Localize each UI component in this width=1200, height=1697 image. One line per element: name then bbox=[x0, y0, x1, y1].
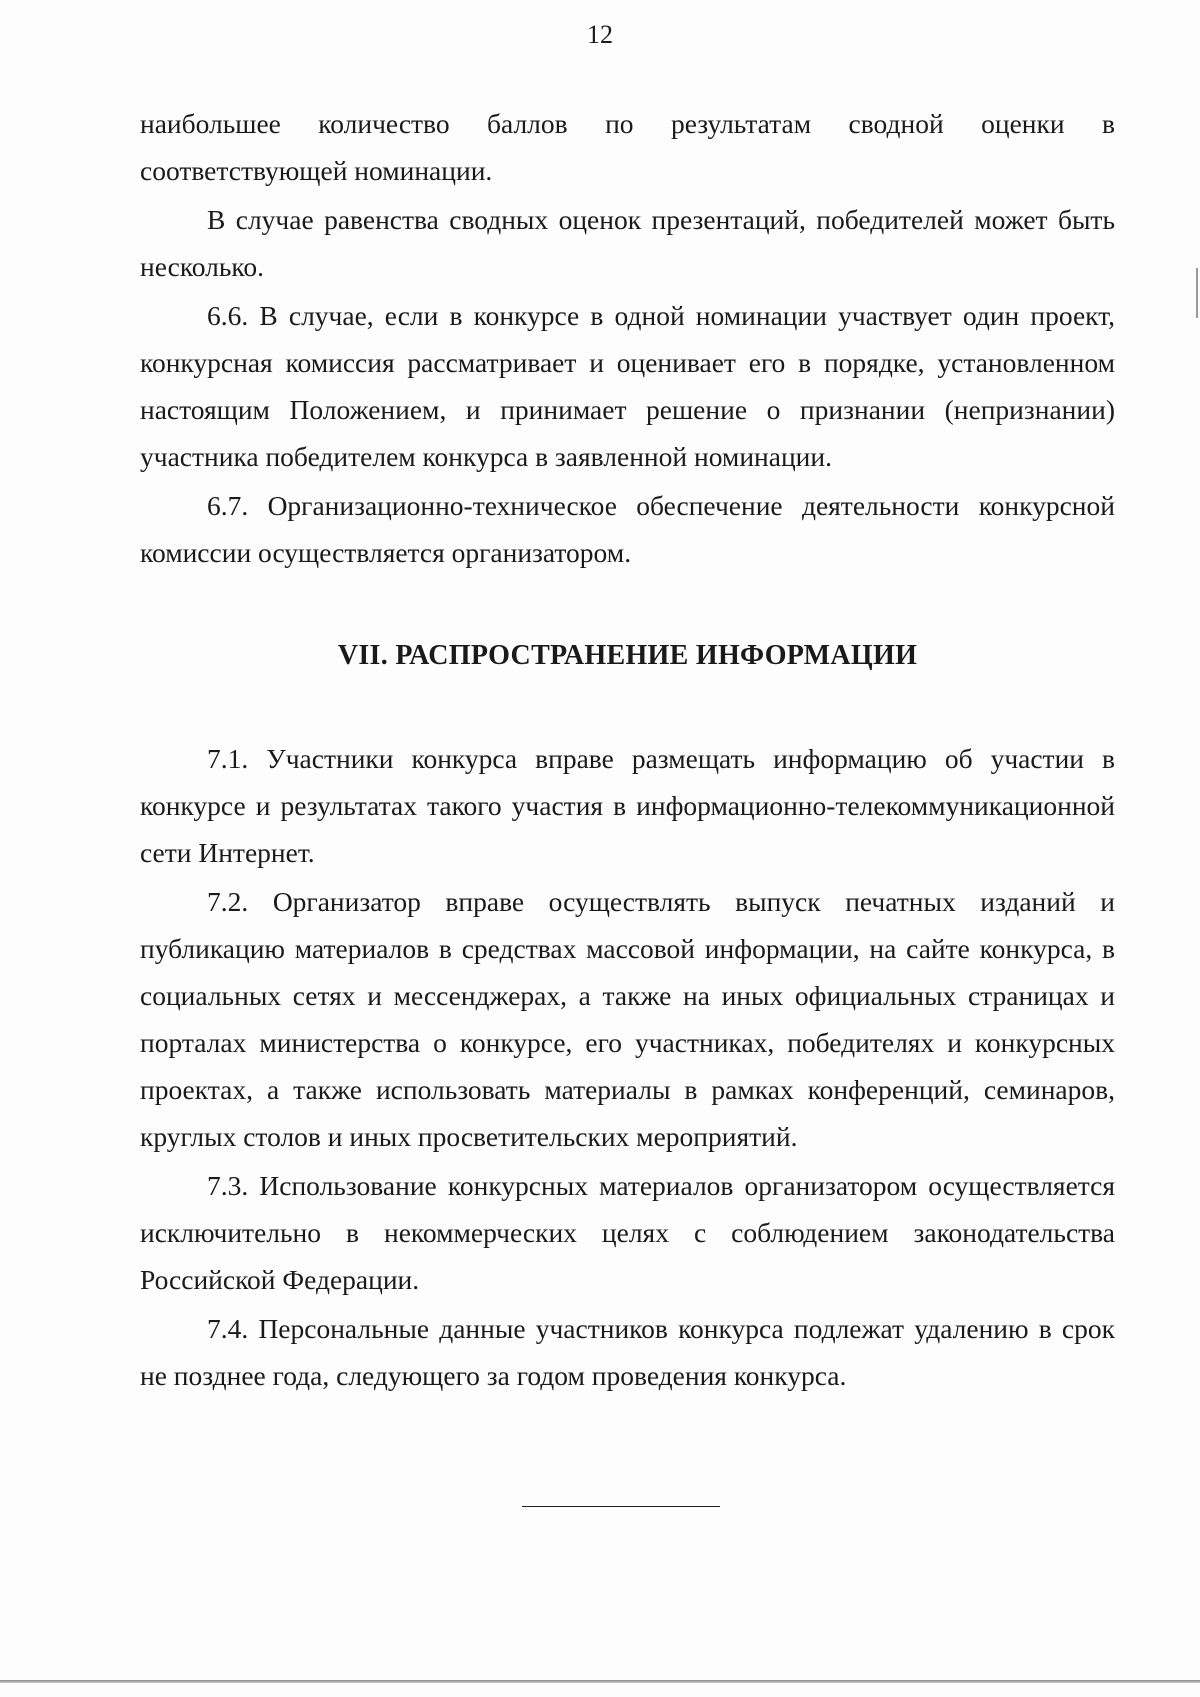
paragraph-6-7: 6.7. Организационно-техническое обеспечение деятельности конкурсной комиссии осуществляется организатором. bbox=[140, 490, 1115, 568]
paragraph-7-3: 7.3. Использование конкурсных материалов организатором осуществляется исключительно в некоммерческих целях с соблюдением законодательства Российской Федерации. bbox=[140, 1170, 1115, 1295]
paragraph-6-6: 6.6. В случае, если в конкурсе в одной номинации участвует один проект, конкурсная комиссия рассматривает и оценивает его в порядке, установленном настоящим Положением, и принимает решение о признании (непризнании) участника победителем конкурса в заявленной номинации. bbox=[140, 300, 1115, 472]
scan-edge-mark bbox=[1196, 268, 1198, 318]
paragraph-continuation: наибольшее количество баллов по результатам сводной оценки в соответствующей номинации. bbox=[140, 108, 1115, 186]
page-number: 12 bbox=[587, 20, 613, 49]
paragraph-7-1: 7.1. Участники конкурса вправе размещать информацию об участии в конкурсе и результатах такого участия в информационно-телекоммуникационной сети Интернет. bbox=[140, 743, 1115, 868]
document-body bbox=[140, 100, 1115, 1399]
scan-bottom-edge bbox=[0, 1680, 1200, 1683]
paragraph-equal-scores: В случае равенства сводных оценок презентаций, победителей может быть несколько. bbox=[140, 204, 1115, 282]
paragraph-7-2: 7.2. Организатор вправе осуществлять выпуск печатных изданий и публикацию материалов в средствах массовой информации, на сайте конкурса, в социальных сетях и мессенджерах, а также на иных официальных страницах и порталах министерства о конкурсе, его участниках, победителях и конкурсных проектах, а также использовать материалы в рамках конференций, семинаров, круглых столов и иных просветительских мероприятий. bbox=[140, 886, 1115, 1152]
end-of-document-rule bbox=[522, 1506, 720, 1507]
paragraph-7-4: 7.4. Персональные данные участников конкурса подлежат удалению в срок не позднее года, следующего за годом проведения конкурса. bbox=[140, 1313, 1115, 1391]
section-heading: VII. РАСПРОСТРАНЕНИЕ ИНФОРМАЦИИ bbox=[337, 640, 918, 671]
